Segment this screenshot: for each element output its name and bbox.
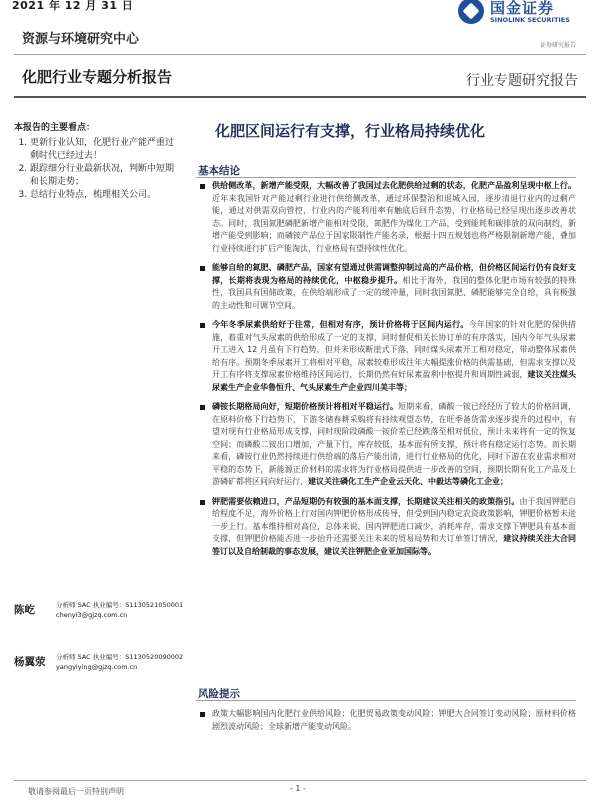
report-type: 行业专题研究报告 [466,73,578,89]
analyst-list [14,600,194,704]
conclusion-text: 近年来我国针对产能过剩行业进行供给侧改革，通过环保整治和退城入园，逐步清退行业内的过剩产能，通过对供需双向管控，行业内的产能利用率有触底后回升态势，行业格局已经呈现出逐步改善状态。同时，我国氮肥磷肥新增产能相对受限，氮肥作为煤化工产品，受到能耗和碳排放的双向制约，新增产能受到影响；而磷铵产品位于国家限制性产能名录，根据十四五规划也将严格限制新增产能，叠加行业持续进行扩后产能淘汰，行业格局有望持续性优化。 [212,193,576,253]
logo-name-en: SINOLINK SECURITIES [490,16,570,24]
conclusion-item [198,180,576,255]
analyst-name: 陈屹 [14,604,35,616]
analyst-email[interactable]: chenyi3@gjzq.com.cn [56,611,128,619]
key-points-list [14,137,179,202]
conclusion-item [198,262,576,312]
analyst-card [14,652,194,688]
conclusion-bold: 磷铵长期格局向好，短期价格预计将相对平稳运行。 [212,402,399,411]
key-point: 2. 跟踪细分行业最新状况，判断中短期和长期走势； [30,163,179,189]
conclusion-tail: 建议关注磷化工生产企业云天化、中毅达等磷化工企业； [308,477,508,486]
conclusion-bold: 能够自给的氮肥、磷肥产品，国家有望通过供需调整抑制过高的产品价格，但价格区间运行仍有良好支撑，长期将表现为格局的持续优化，中枢稳步提升。 [212,263,576,285]
footer-disclaimer[interactable]: 敬请参阅最后一页特别声明 [28,787,124,796]
conclusion-item [198,401,576,489]
key-points-heading: 本报告的主要看点： [14,123,96,133]
conclusion-tail: 建议持续关注大合同签订以及自给制裁的事态发展，建议关注钾肥企业亚加国际等。 [212,534,577,556]
footer-divider [14,780,586,781]
analyst-cert: 分析师 SAC 执业编号：S1130521050001 [56,601,184,609]
company-logo [458,0,600,38]
key-point: 1. 更新行业认知，化肥行业产能严重过剩时代已经过去！ [30,137,179,163]
conclusion-divider [196,177,576,178]
conclusion-text: 由于我国钾肥自给程度不足，海外价格上行对国内钾肥价格形成传导，但受到国内稳定农资政策影响，钾肥价格暂未进一步上行。基本维持相对高位，总体来说，国内钾肥进口减少，消耗库存，需求支撑下钾肥具有基本面支撑，但钾肥价格能否进一步抬升还需要关注未来的贸易局势和大订单签订情况， [212,496,576,543]
logo-name-cn: 国金证券 [490,0,555,17]
conclusion-bold: 今年冬季尿素供给好于往常，但相对有序，预计价格将于区间内运行。 [212,320,469,329]
report-date: 2021 年 12 月 31 日 [12,0,134,12]
conclusion-item [198,496,576,559]
conclusion-bold: 供给侧改革，新增产能受限，大幅改善了我国过去化肥供给过剩的状态，化肥产品盈利呈现中枢上行。 [212,181,576,190]
conclusion-text: 相比于海外，我国的整体化肥市场有较强的特殊性，我国具有国储政策，在供给端形成了一定的缓冲量，同时我国氮肥、磷肥能够完全自给，具有极强的主动性和可调节空间。 [212,275,577,310]
logo-subtitle: 证券研究报告 [539,42,576,49]
risk-divider [196,700,576,701]
department-name: 资源与环境研究中心 [22,32,140,47]
page-number: - 1 - [290,784,306,793]
analyst-card [14,600,194,636]
analyst-name: 杨翼荥 [14,656,46,668]
conclusion-text: 今年国家的针对化肥的保供措施，着重对气头尿素的供给形成了一定的支撑，同时督促相关长协订单的有序落实，国内今年气头尿素开工进入 12 月虽有下行趋势，但并未形成断崖式下落，同时煤头尿素开工相对稳定，带动整体尿素供给有序。预期冬季尿素开工将相对平稳，尿素较难形成往年大幅提涨价格的供需基础，但需求支撑以及开工有序将支撑尿素价格维持区间运行，长期仍然有好尿素盈利中枢提升和周期性减弱， [212,320,577,379]
header-divider-top [14,54,586,55]
key-point: 3. 总结行业特点，梳理相关公司。 [30,189,179,202]
risk-list [198,708,576,740]
conclusion-bold: 钾肥需要依赖进口，产品短期仍有较强的基本面支撑，长期建议关注相关的政策指引。 [212,496,520,506]
analyst-email[interactable]: yangyiying@gjzq.com.cn [56,663,138,671]
risk-item: 政策大幅影响国内化肥行业供给风险；化肥贸易政策变动风险；钾肥大合同签订变动风险；原材料价格剧烈波动风险；全球新增产能变动风险。 [198,708,576,733]
analyst-cert: 分析师 SAC 执业编号：S1130520090002 [56,653,184,661]
conclusion-tail: 建议关注煤头尿素生产企业华鲁恒升、气头尿素生产企业四川美丰等； [212,370,577,392]
key-points-sidebar [14,122,179,202]
conclusion-list [198,180,576,565]
conclusion-text: 短期来看，磷酸一铵已经经历了较大的价格回调，在原料价格下行趋势下，下游冬储春耕采购将有持续观望态势，在旺季备货需求逐步提升的过程中，有望对现有行业格局形成支撑，同时现阶段磷酸一铵价差已经跌落至相对低位，预计未来将有一定的恢复空间；而磷酸二铵出口增加，产量下行，库存较低，基本面有所支撑，预计将有稳定运行态势。而长期来看，磷铵行业仍然持续进行供给端的落后产能出清，进行行业格局的优化，同时下游在农业需求相对平稳的态势下，新能源正价材料的需求将为行业格局提供进一步改善的空间，预期长期有化工产品及上游磷矿都将区间向好运行， [212,402,577,486]
header-divider-bottom [14,96,586,98]
conclusion-item [198,319,576,394]
logo-icon [458,0,484,24]
risk-heading: 风险提示 [198,688,240,700]
report-name: 化肥行业专题分析报告 [22,68,173,86]
conclusion-heading: 基本结论 [198,165,240,177]
main-title: 化肥区间运行有支撑，行业格局持续优化 [215,122,486,140]
